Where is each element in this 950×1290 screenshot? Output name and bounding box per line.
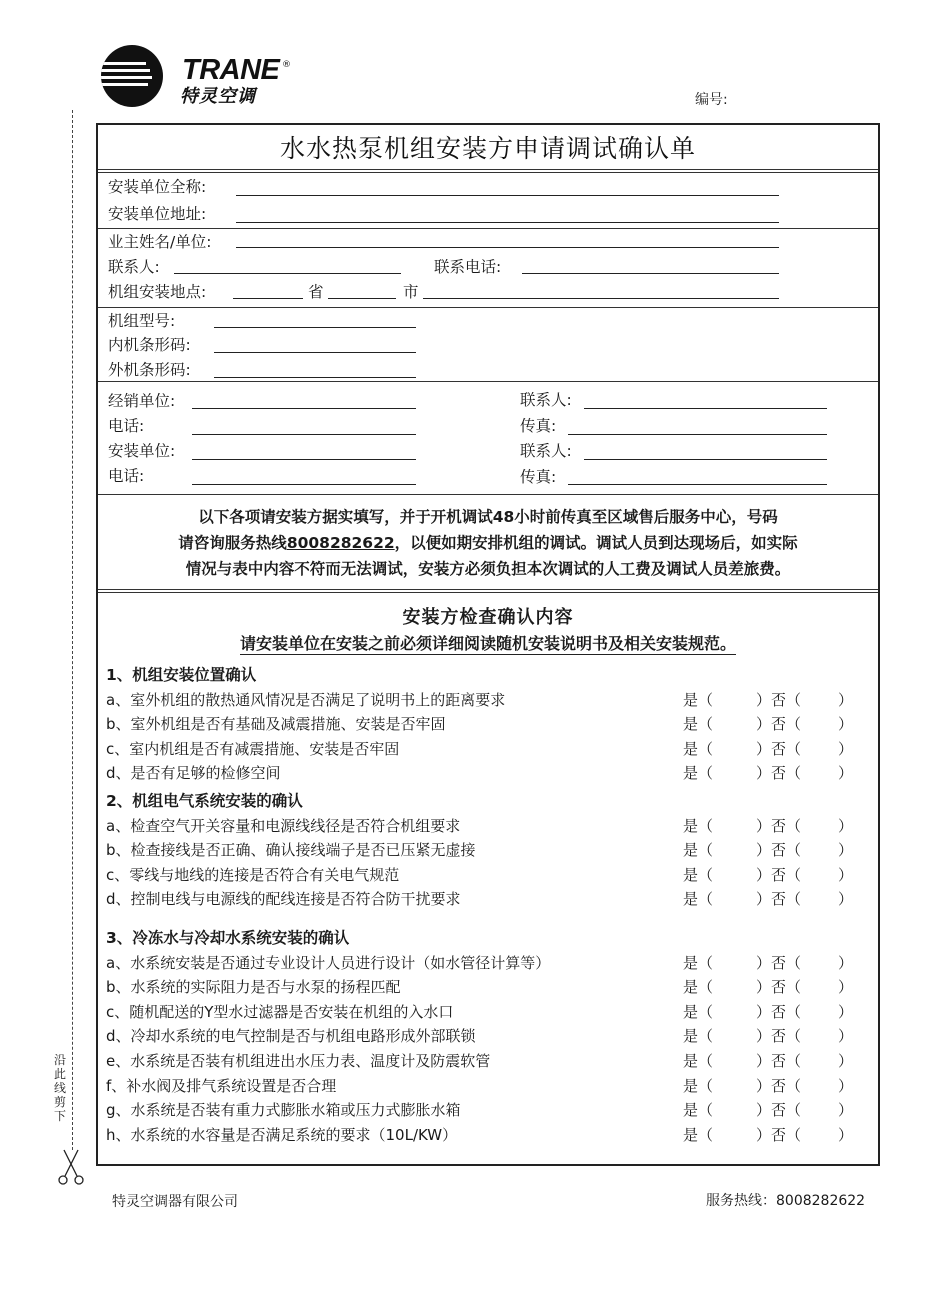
- installer-address-field[interactable]: [236, 222, 779, 223]
- no-checkbox[interactable]: ）否（: [756, 890, 802, 909]
- bracket-close: ）: [838, 1052, 854, 1070]
- checklist-subtitle-text: 请安装单位在安装之前必须详细阅读随机安装说明书及相关安装规范。: [239, 634, 736, 653]
- bracket-close: ）: [838, 1125, 854, 1144]
- dealer-label: 经销单位:: [108, 392, 176, 410]
- notice-line-2: [98, 530, 878, 556]
- installer-name-field[interactable]: [236, 195, 779, 196]
- no-checkbox[interactable]: ）否（: [756, 1076, 802, 1095]
- no-checkbox[interactable]: ）否（: [756, 1027, 802, 1046]
- yes-checkbox[interactable]: 是（: [683, 865, 714, 884]
- notice-hotline: 8008282622: [286, 534, 395, 552]
- divider: [98, 494, 878, 495]
- no-checkbox[interactable]: ）否（: [756, 690, 802, 709]
- bracket-close: ）: [838, 1027, 854, 1046]
- scissors-icon: [55, 1148, 87, 1186]
- yes-checkbox[interactable]: 是（: [683, 890, 714, 909]
- no-checkbox[interactable]: ）否（: [756, 816, 802, 835]
- bracket-close: ）: [838, 865, 854, 884]
- bracket-close: ）: [838, 953, 854, 972]
- owner-field[interactable]: [236, 247, 779, 248]
- outdoor-barcode-label: 外机条形码:: [108, 361, 191, 379]
- yes-checkbox[interactable]: 是（: [683, 841, 714, 860]
- number-label: 编号:: [695, 92, 728, 108]
- check-item: c、随机配送的Y型水过滤器是否安装在机组的入水口: [106, 1002, 454, 1021]
- bracket-close: ）: [838, 739, 854, 758]
- check-item: d、控制电线与电源线的配线连接是否符合防干扰要求: [106, 890, 461, 909]
- cut-instruction: 沿 此 线 剪 下: [53, 1053, 66, 1123]
- notice-line-2-post: ，以便如期安排机组的调试。调试人员到达现场后，如实际: [394, 534, 798, 552]
- installer-contact-label: 联系人:: [520, 442, 572, 460]
- check-item: h、水系统的水容量是否满足系统的要求（10L/KW）: [106, 1125, 458, 1144]
- company-name: 特灵空调器有限公司: [112, 1194, 238, 1210]
- dealer-field[interactable]: [192, 408, 416, 409]
- bracket-close: ）: [838, 1101, 854, 1120]
- yes-checkbox[interactable]: 是（: [683, 1076, 714, 1095]
- no-checkbox[interactable]: ）否（: [756, 953, 802, 972]
- model-label: 机组型号:: [108, 312, 176, 330]
- no-checkbox[interactable]: ）否（: [756, 865, 802, 884]
- check-item: g、水系统是否装有重力式膨胀水箱或压力式膨胀水箱: [106, 1101, 461, 1120]
- bracket-close: ）: [838, 690, 854, 709]
- dealer-contact-label: 联系人:: [520, 391, 572, 409]
- installer-fax-label: 传真:: [520, 468, 557, 486]
- check-item: c、零线与地线的连接是否符合有关电气规范: [106, 865, 400, 884]
- registered-mark: ®: [282, 60, 291, 70]
- divider: [98, 169, 878, 170]
- location-field[interactable]: [233, 298, 303, 299]
- check-item: b、室外机组是否有基础及减震措施、安装是否牢固: [106, 715, 446, 734]
- form-frame: [96, 123, 880, 1166]
- city-field[interactable]: [423, 298, 779, 299]
- check-item: c、室内机组是否有减震措施、安装是否牢固: [106, 739, 400, 758]
- installer-phone-label: 电话:: [108, 467, 145, 485]
- bracket-close: ）: [838, 764, 854, 783]
- outdoor-barcode-field[interactable]: [214, 377, 416, 378]
- dealer-phone-label: 电话:: [108, 417, 145, 435]
- installer-address-label: 安装单位地址:: [108, 205, 207, 223]
- bracket-close: ）: [838, 890, 854, 909]
- divider: [98, 592, 878, 593]
- no-checkbox[interactable]: ）否（: [756, 841, 802, 860]
- bracket-close: ）: [838, 1076, 854, 1095]
- indoor-barcode-field[interactable]: [214, 352, 416, 353]
- province-label: 省: [308, 283, 324, 301]
- yes-checkbox[interactable]: 是（: [683, 816, 714, 835]
- yes-checkbox[interactable]: 是（: [683, 764, 714, 783]
- brand-name: TRANE: [182, 54, 280, 86]
- checklist-subtitle: [98, 631, 878, 654]
- section-heading: 2、机组电气系统安装的确认: [106, 792, 303, 810]
- bracket-close: ）: [838, 816, 854, 835]
- check-item: f、补水阀及排气系统设置是否合理: [106, 1076, 337, 1095]
- check-item: d、是否有足够的检修空间: [106, 764, 281, 783]
- brand-name-cn: 特灵空调: [180, 86, 256, 107]
- yes-checkbox[interactable]: 是（: [683, 1125, 714, 1144]
- location-label: 机组安装地点:: [108, 283, 207, 301]
- yes-checkbox[interactable]: 是（: [683, 739, 714, 758]
- divider: [98, 172, 878, 173]
- section-heading: 1、机组安装位置确认: [106, 666, 257, 684]
- no-checkbox[interactable]: ）否（: [756, 715, 802, 734]
- installer-label: 安装单位:: [108, 442, 176, 460]
- no-checkbox[interactable]: ）否（: [756, 1002, 802, 1021]
- trane-logo-icon: [100, 44, 164, 108]
- installer-phone-field[interactable]: [192, 484, 416, 485]
- no-checkbox[interactable]: ）否（: [756, 764, 802, 783]
- check-item: a、室外机组的散热通风情况是否满足了说明书上的距离要求: [106, 690, 506, 709]
- yes-checkbox[interactable]: 是（: [683, 690, 714, 709]
- check-item: b、水系统的实际阻力是否与水泵的扬程匹配: [106, 978, 401, 997]
- contact-label: 联系人:: [108, 258, 160, 276]
- bracket-close: ）: [838, 1002, 854, 1021]
- divider: [98, 381, 878, 382]
- no-checkbox[interactable]: ）否（: [756, 1101, 802, 1120]
- form-title: 水水热泵机组安装方申请调试确认单: [279, 134, 696, 163]
- notice-line-1: 以下各项请安装方据实填写，并于开机调试48小时前传真至区域售后服务中心，号码: [198, 508, 778, 526]
- indoor-barcode-label: 内机条形码:: [108, 336, 191, 354]
- no-checkbox[interactable]: ）否（: [756, 1125, 802, 1144]
- dealer-phone-field[interactable]: [192, 434, 416, 435]
- check-item: e、水系统是否装有机组进出水压力表、温度计及防震软管: [106, 1052, 491, 1070]
- no-checkbox[interactable]: ）否（: [756, 739, 802, 758]
- contact-phone-field[interactable]: [522, 273, 779, 274]
- dealer-contact-field[interactable]: [584, 408, 827, 409]
- installer-contact-field[interactable]: [584, 459, 827, 460]
- yes-checkbox[interactable]: 是（: [683, 715, 714, 734]
- check-item: d、冷却水系统的电气控制是否与机组电路形成外部联锁: [106, 1027, 476, 1046]
- bracket-close: ）: [838, 978, 854, 997]
- no-checkbox[interactable]: ）否（: [756, 978, 802, 997]
- contact-field[interactable]: [174, 273, 401, 274]
- model-field[interactable]: [214, 327, 416, 328]
- section-heading: 3、冷冻水与冷却水系统安装的确认: [106, 929, 350, 947]
- notice-line-2-pre: 请咨询服务热线: [178, 534, 287, 552]
- dealer-fax-label: 传真:: [520, 417, 557, 435]
- no-checkbox[interactable]: ）否（: [756, 1052, 802, 1070]
- contact-phone-label: 联系电话:: [434, 258, 502, 276]
- installer-fax-field[interactable]: [568, 484, 827, 485]
- check-item: b、检查接线是否正确、确认接线端子是否已压紧无虚接: [106, 841, 476, 860]
- province-field[interactable]: [328, 298, 396, 299]
- divider: [98, 228, 878, 229]
- dealer-fax-field[interactable]: [568, 434, 827, 435]
- yes-checkbox[interactable]: 是（: [683, 1002, 714, 1021]
- check-item: a、检查空气开关容量和电源线线径是否符合机组要求: [106, 816, 461, 835]
- installer-name-label: 安装单位全称:: [108, 178, 207, 196]
- yes-checkbox[interactable]: 是（: [683, 978, 714, 997]
- bracket-close: ）: [838, 841, 854, 860]
- owner-label: 业主姓名/单位:: [108, 233, 212, 251]
- checklist-title: 安装方检查确认内容: [402, 607, 574, 628]
- yes-checkbox[interactable]: 是（: [683, 1052, 714, 1070]
- service-hotline: 服务热线：8008282622: [706, 1193, 866, 1209]
- city-label: 市: [403, 283, 419, 301]
- yes-checkbox[interactable]: 是（: [683, 1027, 714, 1046]
- installer-field[interactable]: [192, 459, 416, 460]
- divider: [98, 307, 878, 308]
- check-item: a、水系统安装是否通过专业设计人员进行设计（如水管径计算等）: [106, 953, 551, 972]
- yes-checkbox[interactable]: 是（: [683, 1101, 714, 1120]
- notice-line-3: 情况与表中内容不符而无法调试，安装方必须负担本次调试的人工费及调试人员差旅费。: [185, 560, 791, 578]
- divider: [98, 589, 878, 590]
- yes-checkbox[interactable]: 是（: [683, 953, 714, 972]
- bracket-close: ）: [838, 715, 854, 734]
- cut-line: [72, 110, 73, 1150]
